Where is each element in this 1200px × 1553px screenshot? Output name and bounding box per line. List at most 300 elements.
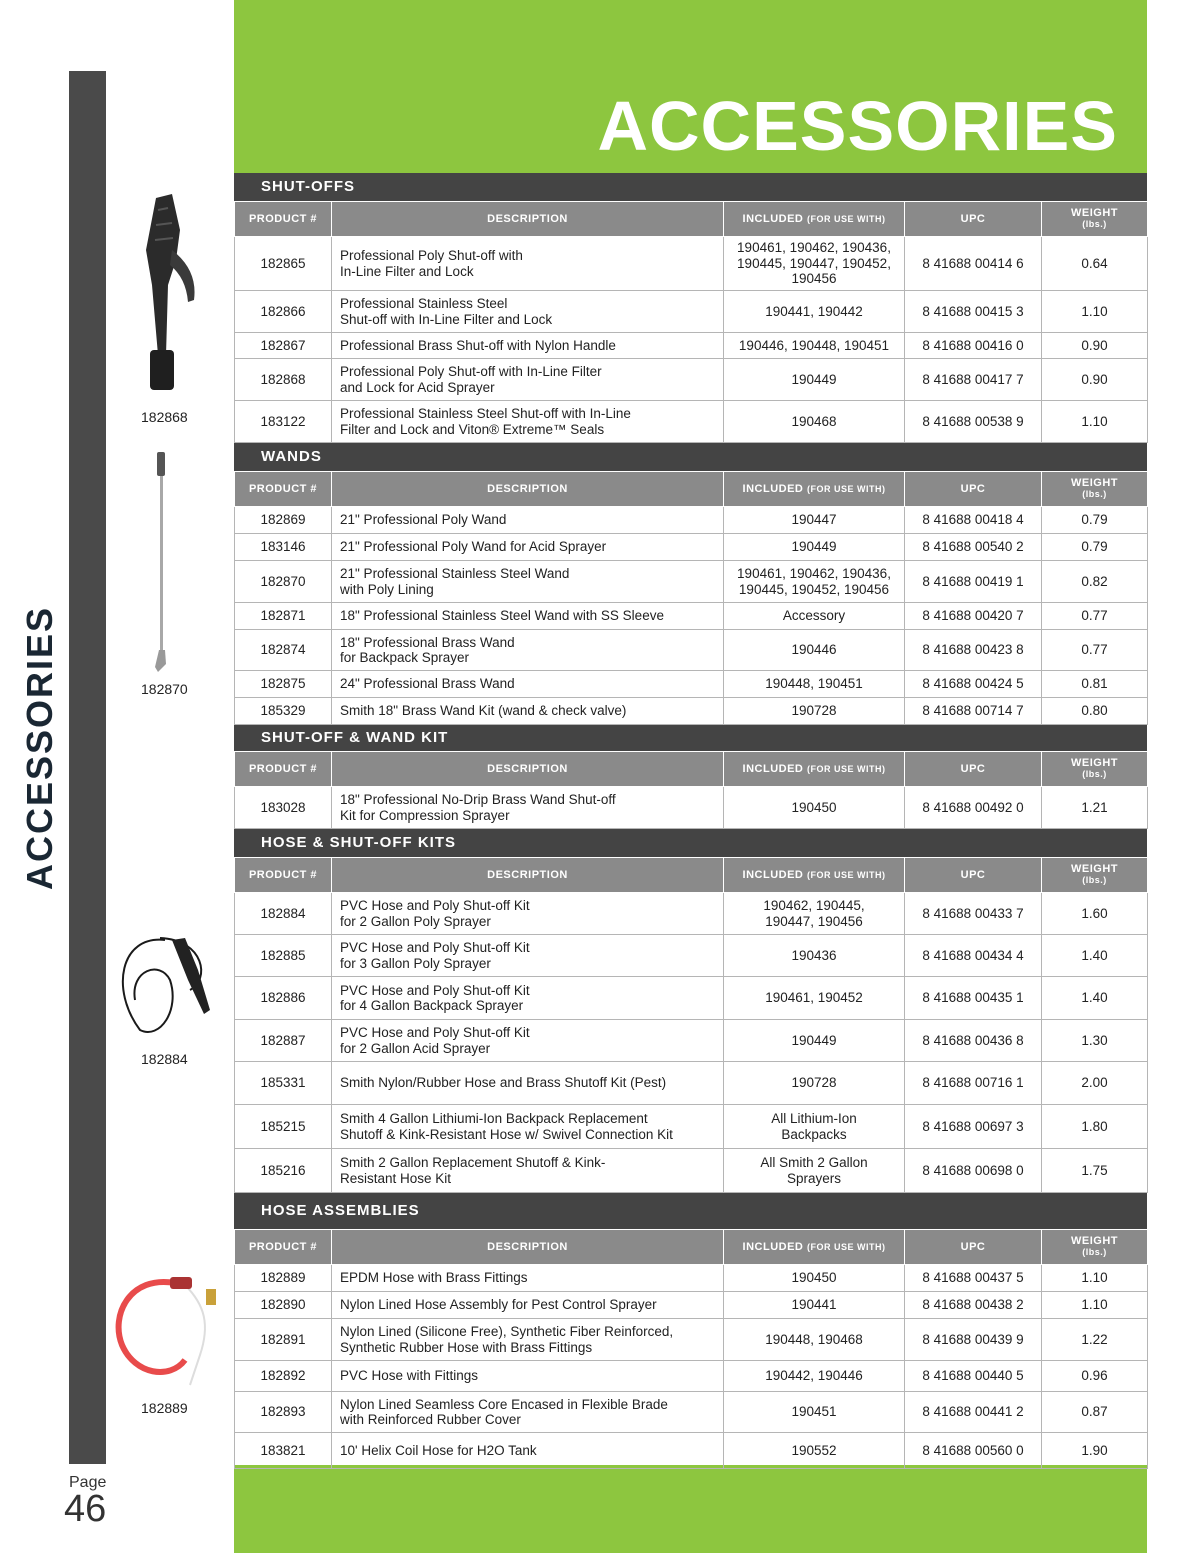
included-with-line: 190449	[791, 1032, 837, 1048]
header-upc-label: UPC	[960, 482, 986, 495]
table-row	[235, 893, 1148, 935]
included-with	[724, 630, 905, 671]
product-description-line: 18" Professional Brass Wand	[340, 634, 515, 650]
header-included-label: INCLUDED	[742, 762, 804, 775]
upc-code: 8 41688 00436 8	[905, 1020, 1042, 1062]
product-description-line: Professional Stainless Steel Shut-off with In-Line	[340, 406, 631, 421]
product-description-line: Smith 2 Gallon Replacement Shutoff & Kink-	[340, 1155, 606, 1170]
upc-code: 8 41688 00492 0	[905, 787, 1042, 829]
product-description-line: with Poly Lining	[340, 581, 434, 597]
table-row	[235, 1292, 1148, 1319]
header-included-sublabel: (FOR USE WITH)	[806, 763, 886, 774]
hose-assembly-icon	[110, 1265, 222, 1395]
included-with	[724, 561, 905, 603]
upc-code: 8 41688 00423 8	[905, 630, 1042, 671]
included-with-line: 190446	[791, 642, 837, 658]
weight-value: 1.75	[1042, 1149, 1148, 1193]
included-with-line: 190448, 190468	[765, 1331, 863, 1347]
included-with-line: 190441, 190442	[765, 303, 863, 319]
included-with-line: 190728	[791, 703, 837, 719]
product-number: 183821	[235, 1433, 332, 1469]
product-description	[332, 1319, 724, 1361]
table-row	[235, 671, 1148, 698]
weight-value: 1.60	[1042, 893, 1148, 935]
included-with	[724, 1319, 905, 1361]
header-weight-sublabel: (lbs.)	[1082, 219, 1107, 229]
header-description	[332, 752, 724, 787]
product-number: 182865	[235, 237, 332, 291]
included-with	[724, 935, 905, 977]
product-description-line: Nylon Lined Hose Assembly for Pest Control Sprayer	[340, 1297, 657, 1313]
upc-code: 8 41688 00420 7	[905, 603, 1042, 630]
included-with-line: 190448, 190451	[765, 676, 863, 692]
included-with	[724, 333, 905, 359]
header-included-label: INCLUDED	[742, 212, 804, 225]
sidebar-bar	[69, 71, 106, 1464]
header-description	[332, 1230, 724, 1265]
weight-value: 2.00	[1042, 1062, 1148, 1105]
weight-value: 1.10	[1042, 1292, 1148, 1319]
included-with	[724, 1433, 905, 1469]
included-with-line: 190445, 190452, 190456	[738, 581, 890, 597]
product-number: 185331	[235, 1062, 332, 1105]
product-description-line: Smith 4 Gallon Lithiumi-Ion Backpack Replacement	[340, 1111, 648, 1126]
header-description-label: DESCRIPTION	[487, 1240, 568, 1253]
included-with-line: 190456	[791, 271, 837, 287]
product-number: 182874	[235, 630, 332, 671]
weight-value: 1.40	[1042, 977, 1148, 1020]
product-description-line: PVC Hose with Fittings	[340, 1368, 479, 1384]
product-description-line: Kit for Compression Sprayer	[340, 807, 510, 823]
product-number: 182893	[235, 1392, 332, 1433]
included-with	[724, 1149, 905, 1193]
included-with	[724, 1292, 905, 1319]
upc-code: 8 41688 00439 9	[905, 1319, 1042, 1361]
product-description-line: Nylon Lined (Silicone Free), Synthetic Fiber Reinforced,	[340, 1324, 674, 1339]
product-description-line: 21" Professional Poly Wand	[340, 512, 507, 528]
table-row	[235, 1265, 1148, 1292]
product-table	[234, 1229, 1148, 1469]
included-with-line: 190449	[791, 539, 837, 555]
included-with-line: 190447	[791, 512, 837, 528]
weight-value: 0.64	[1042, 237, 1148, 291]
included-with-line: 190442, 190446	[765, 1368, 863, 1384]
upc-code: 8 41688 00538 9	[905, 401, 1042, 443]
included-with-line: 190552	[791, 1442, 837, 1458]
product-description	[332, 237, 724, 291]
upc-code: 8 41688 00418 4	[905, 507, 1042, 534]
header-description-label: DESCRIPTION	[487, 868, 568, 881]
product-number: 183122	[235, 401, 332, 443]
upc-code: 8 41688 00419 1	[905, 561, 1042, 603]
product-description-line: Filter and Lock and Viton® Extreme™ Seals	[340, 421, 605, 437]
included-with	[724, 698, 905, 725]
header-weight-label: WEIGHT	[1071, 757, 1118, 769]
product-description-line: 10' Helix Coil Hose for H2O Tank	[340, 1442, 537, 1458]
header-upc-label: UPC	[960, 212, 986, 225]
weight-value: 1.90	[1042, 1433, 1148, 1469]
table-row	[235, 1392, 1148, 1433]
product-table	[234, 471, 1148, 725]
weight-value: 0.82	[1042, 561, 1148, 603]
table-row	[235, 1105, 1148, 1149]
product-description-line: Smith Nylon/Rubber Hose and Brass Shutoff Kit (Pest)	[340, 1075, 667, 1091]
table-header-row	[235, 472, 1148, 507]
product-table	[234, 857, 1148, 1193]
header-weight	[1042, 202, 1148, 237]
header-description	[332, 202, 724, 237]
product-description	[332, 333, 724, 359]
product-description	[332, 787, 724, 829]
product-description-line: 24" Professional Brass Wand	[340, 676, 515, 692]
product-description-line: PVC Hose and Poly Shut-off Kit	[340, 940, 530, 955]
weight-value: 0.79	[1042, 534, 1148, 561]
product-description-line: Smith 18" Brass Wand Kit (wand & check valve)	[340, 703, 627, 719]
product-description	[332, 507, 724, 534]
product-description	[332, 1292, 724, 1319]
header-included	[724, 202, 905, 237]
header-weight-sublabel: (lbs.)	[1082, 769, 1107, 779]
product-description	[332, 359, 724, 401]
product-number: 182869	[235, 507, 332, 534]
header-weight-sublabel: (lbs.)	[1082, 1247, 1107, 1257]
included-with	[724, 1062, 905, 1105]
product-description	[332, 698, 724, 725]
header-product	[235, 858, 332, 893]
product-description-line: with Reinforced Rubber Cover	[340, 1412, 521, 1427]
table-row	[235, 1020, 1148, 1062]
header-product-label: PRODUCT #	[248, 762, 318, 775]
product-description	[332, 935, 724, 977]
table-row	[235, 787, 1148, 829]
weight-value: 1.80	[1042, 1105, 1148, 1149]
product-description	[332, 1149, 724, 1193]
image-label: 182868	[141, 409, 188, 425]
included-with	[724, 787, 905, 829]
table-row	[235, 935, 1148, 977]
product-description	[332, 401, 724, 443]
included-with-line: 190461, 190462, 190436,	[737, 240, 891, 256]
table-row	[235, 507, 1148, 534]
weight-value: 0.79	[1042, 507, 1148, 534]
included-with	[724, 977, 905, 1020]
weight-value: 1.30	[1042, 1020, 1148, 1062]
upc-code: 8 41688 00438 2	[905, 1292, 1042, 1319]
header-upc	[905, 472, 1042, 507]
table-row	[235, 1062, 1148, 1105]
weight-value: 0.80	[1042, 698, 1148, 725]
side-title: ACCESSORIES	[19, 605, 60, 891]
included-with	[724, 1361, 905, 1392]
included-with	[724, 1105, 905, 1149]
header-product	[235, 752, 332, 787]
table-header-row	[235, 858, 1148, 893]
header-weight-label: WEIGHT	[1071, 863, 1118, 875]
included-with	[724, 359, 905, 401]
product-description	[332, 893, 724, 935]
product-number: 182867	[235, 333, 332, 359]
weight-value: 1.10	[1042, 291, 1148, 333]
header-description-label: DESCRIPTION	[487, 482, 568, 495]
included-with	[724, 237, 905, 291]
product-description-line: Professional Poly Shut-off with In-Line Filter	[340, 364, 602, 379]
upc-code: 8 41688 00698 0	[905, 1149, 1042, 1193]
header-upc	[905, 752, 1042, 787]
header-weight	[1042, 1230, 1148, 1265]
product-description-line: In-Line Filter and Lock	[340, 263, 474, 279]
product-description	[332, 1020, 724, 1062]
section-title: SHUT-OFFS	[234, 173, 1147, 201]
page-title: ACCESSORIES	[597, 87, 1118, 165]
header-included-sublabel: (FOR USE WITH)	[806, 869, 886, 880]
product-number: 185329	[235, 698, 332, 725]
included-with-line: 190461, 190462, 190436,	[737, 566, 891, 581]
product-number: 183028	[235, 787, 332, 829]
section-title: HOSE & SHUT-OFF KITS	[234, 829, 1147, 857]
product-number: 185216	[235, 1149, 332, 1193]
product-description	[332, 1392, 724, 1433]
weight-value: 1.40	[1042, 935, 1148, 977]
header-included-label: INCLUDED	[742, 868, 804, 881]
upc-code: 8 41688 00417 7	[905, 359, 1042, 401]
included-with-line: 190468	[791, 413, 837, 429]
upc-code: 8 41688 00714 7	[905, 698, 1042, 725]
image-label: 182870	[141, 681, 188, 697]
header-upc-label: UPC	[960, 1240, 986, 1253]
product-description-line: for Backpack Sprayer	[340, 650, 470, 665]
included-with	[724, 401, 905, 443]
weight-value: 1.10	[1042, 1265, 1148, 1292]
product-description-line: EPDM Hose with Brass Fittings	[340, 1270, 528, 1286]
included-with-line: 190451	[791, 1404, 837, 1420]
image-label: 182884	[141, 1051, 188, 1067]
header-weight-sublabel: (lbs.)	[1082, 489, 1107, 499]
product-number: 182885	[235, 935, 332, 977]
weight-value: 0.87	[1042, 1392, 1148, 1433]
product-description	[332, 603, 724, 630]
product-number: 182884	[235, 893, 332, 935]
included-with-line: Accessory	[782, 608, 846, 624]
included-with-line: Sprayers	[786, 1170, 842, 1186]
tables-container	[234, 173, 1147, 1469]
table-row	[235, 1433, 1148, 1469]
upc-code: 8 41688 00441 2	[905, 1392, 1042, 1433]
wand-icon	[150, 452, 174, 677]
table-row	[235, 630, 1148, 671]
upc-code: 8 41688 00540 2	[905, 534, 1042, 561]
upc-code: 8 41688 00560 0	[905, 1433, 1042, 1469]
header-upc	[905, 858, 1042, 893]
included-with	[724, 1020, 905, 1062]
header-included-sublabel: (FOR USE WITH)	[806, 483, 886, 494]
included-with-line: 190461, 190452	[765, 990, 863, 1006]
product-description-line: Professional Brass Shut-off with Nylon Handle	[340, 337, 616, 353]
included-with-line: 190462, 190445,	[763, 898, 865, 913]
weight-value: 0.77	[1042, 603, 1148, 630]
product-description-line: Professional Stainless Steel	[340, 296, 508, 311]
hose-kit-icon	[110, 930, 222, 1050]
included-with-line: 190446, 190448, 190451	[738, 337, 890, 353]
product-description-line: for 3 Gallon Poly Sprayer	[340, 955, 491, 971]
included-with-line: 190445, 190447, 190452,	[737, 255, 891, 271]
header-upc	[905, 202, 1042, 237]
header-included-sublabel: (FOR USE WITH)	[806, 1241, 886, 1252]
table-row	[235, 534, 1148, 561]
included-with-line: All Smith 2 Gallon	[760, 1155, 868, 1170]
weight-value: 1.10	[1042, 401, 1148, 443]
header-included-sublabel: (FOR USE WITH)	[806, 213, 886, 224]
header-product	[235, 472, 332, 507]
product-description-line: PVC Hose and Poly Shut-off Kit	[340, 982, 530, 998]
upc-code: 8 41688 00716 1	[905, 1062, 1042, 1105]
table-header-row	[235, 1230, 1148, 1265]
product-description	[332, 534, 724, 561]
header-included	[724, 858, 905, 893]
included-with	[724, 291, 905, 333]
product-number: 182892	[235, 1361, 332, 1392]
table-row	[235, 333, 1148, 359]
product-description-line: 18" Professional Stainless Steel Wand with SS Sleeve	[340, 608, 664, 624]
page-number: 46	[64, 1488, 107, 1530]
header-description	[332, 472, 724, 507]
header-product-label: PRODUCT #	[248, 212, 318, 225]
header-upc-label: UPC	[960, 762, 986, 775]
table-row	[235, 977, 1148, 1020]
table-row	[235, 603, 1148, 630]
upc-code: 8 41688 00437 5	[905, 1265, 1042, 1292]
section-title: HOSE ASSEMBLIES	[234, 1193, 1147, 1229]
included-with-line: All Lithium-Ion	[771, 1111, 857, 1126]
product-table	[234, 201, 1148, 443]
product-number: 182875	[235, 671, 332, 698]
header-included	[724, 472, 905, 507]
upc-code: 8 41688 00416 0	[905, 333, 1042, 359]
product-description	[332, 291, 724, 333]
included-with-line: 190436	[791, 947, 837, 963]
product-description	[332, 1265, 724, 1292]
table-header-row	[235, 752, 1148, 787]
weight-value: 0.90	[1042, 333, 1148, 359]
included-with-line: 190728	[791, 1075, 837, 1091]
header-included	[724, 752, 905, 787]
product-number: 182866	[235, 291, 332, 333]
table-row	[235, 1361, 1148, 1392]
included-with-line: 190447, 190456	[765, 913, 863, 929]
included-with-line: 190450	[791, 1270, 837, 1286]
section-title: WANDS	[234, 443, 1147, 471]
product-number: 182887	[235, 1020, 332, 1062]
product-description-line: for 2 Gallon Acid Sprayer	[340, 1040, 491, 1056]
section-title: SHUT-OFF & WAND KIT	[234, 725, 1147, 751]
upc-code: 8 41688 00435 1	[905, 977, 1042, 1020]
weight-value: 0.81	[1042, 671, 1148, 698]
header-weight	[1042, 858, 1148, 893]
header-included-label: INCLUDED	[742, 1240, 804, 1253]
table-row	[235, 1149, 1148, 1193]
header-product-label: PRODUCT #	[248, 868, 318, 881]
product-description-line: 21" Professional Stainless Steel Wand	[340, 566, 570, 581]
upc-code: 8 41688 00415 3	[905, 291, 1042, 333]
product-number: 182868	[235, 359, 332, 401]
included-with	[724, 893, 905, 935]
weight-value: 0.96	[1042, 1361, 1148, 1392]
header-description-label: DESCRIPTION	[487, 212, 568, 225]
product-number: 182889	[235, 1265, 332, 1292]
product-description-line: 21" Professional Poly Wand for Acid Sprayer	[340, 539, 607, 555]
header-weight-label: WEIGHT	[1071, 207, 1118, 219]
header-upc	[905, 1230, 1042, 1265]
weight-value: 0.90	[1042, 359, 1148, 401]
included-with	[724, 1265, 905, 1292]
upc-code: 8 41688 00414 6	[905, 237, 1042, 291]
product-description-line: PVC Hose and Poly Shut-off Kit	[340, 898, 530, 913]
product-number: 182886	[235, 977, 332, 1020]
header-description	[332, 858, 724, 893]
included-with-line: Backpacks	[781, 1126, 847, 1142]
product-description	[332, 561, 724, 603]
header-included-label: INCLUDED	[742, 482, 804, 495]
weight-value: 0.77	[1042, 630, 1148, 671]
header-weight-sublabel: (lbs.)	[1082, 875, 1107, 885]
included-with-line: 190449	[791, 371, 837, 387]
table-row	[235, 401, 1148, 443]
footer-banner	[234, 1465, 1147, 1553]
product-number: 185215	[235, 1105, 332, 1149]
upc-code: 8 41688 00440 5	[905, 1361, 1042, 1392]
product-description	[332, 671, 724, 698]
included-with	[724, 1392, 905, 1433]
weight-value: 1.21	[1042, 787, 1148, 829]
header-product-label: PRODUCT #	[248, 1240, 318, 1253]
header-weight	[1042, 752, 1148, 787]
product-description-line: Shutoff & Kink-Resistant Hose w/ Swivel Connection Kit	[340, 1126, 673, 1142]
product-description-line: 18" Professional No-Drip Brass Wand Shut-off	[340, 792, 616, 807]
table-row	[235, 291, 1148, 333]
header-product	[235, 1230, 332, 1265]
product-description	[332, 1433, 724, 1469]
header-product	[235, 202, 332, 237]
included-with	[724, 534, 905, 561]
included-with-line: 190441	[791, 1297, 837, 1313]
header-upc-label: UPC	[960, 868, 986, 881]
product-number: 183146	[235, 534, 332, 561]
product-description	[332, 977, 724, 1020]
product-number: 182871	[235, 603, 332, 630]
product-description-line: Professional Poly Shut-off with	[340, 248, 523, 263]
included-with	[724, 507, 905, 534]
upc-code: 8 41688 00434 4	[905, 935, 1042, 977]
product-description-line: Synthetic Rubber Hose with Brass Fittings	[340, 1339, 593, 1355]
product-description-line: for 4 Gallon Backpack Sprayer	[340, 998, 524, 1013]
included-with	[724, 603, 905, 630]
upc-code: 8 41688 00424 5	[905, 671, 1042, 698]
product-number: 182870	[235, 561, 332, 603]
included-with	[724, 671, 905, 698]
weight-value: 1.22	[1042, 1319, 1148, 1361]
header-description-label: DESCRIPTION	[487, 762, 568, 775]
upc-code: 8 41688 00433 7	[905, 893, 1042, 935]
page-label: Page	[69, 1474, 107, 1491]
product-description-line: for 2 Gallon Poly Sprayer	[340, 913, 491, 929]
product-description	[332, 1361, 724, 1392]
table-header-row	[235, 202, 1148, 237]
product-description-line: Resistant Hose Kit	[340, 1170, 452, 1186]
product-description-line: Nylon Lined Seamless Core Encased in Flexible Brade	[340, 1396, 668, 1412]
product-description-line: PVC Hose and Poly Shut-off Kit	[340, 1025, 530, 1040]
product-number: 182891	[235, 1319, 332, 1361]
upc-code: 8 41688 00697 3	[905, 1105, 1042, 1149]
product-table	[234, 751, 1148, 829]
